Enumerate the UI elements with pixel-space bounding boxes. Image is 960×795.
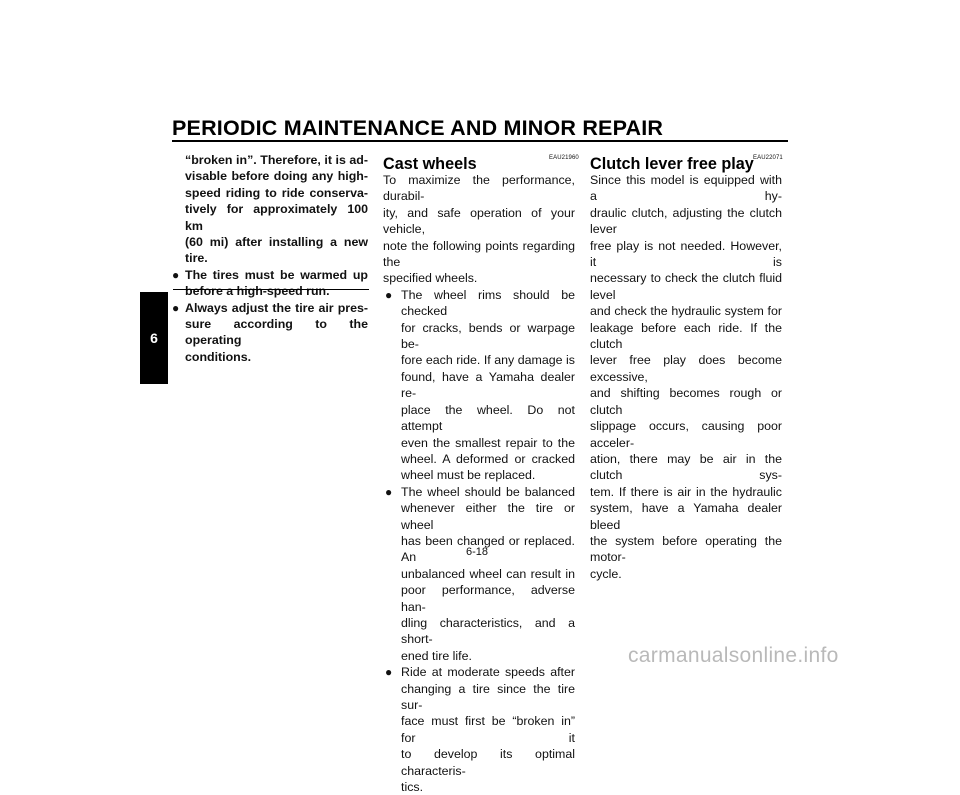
warning-line: tively for approximately 100 km: [185, 202, 368, 233]
list-item: [383, 484, 575, 664]
body-line: unbalanced wheel can result in: [401, 566, 575, 581]
body-line: even the smallest repair to the: [401, 435, 575, 450]
section-title-cast-wheels: Cast wheels: [383, 155, 477, 173]
body-line: system, have a Yamaha dealer bleed: [590, 501, 782, 532]
warning-line: sure according to the operating: [185, 317, 368, 348]
body-line: wheel. A deformed or cracked: [401, 451, 575, 466]
body-line: ation, there may be air in the clutch sys-: [590, 451, 782, 483]
body-line: changing a tire since the tire sur-: [401, 681, 575, 712]
warning-line: before a high-speed run.: [185, 284, 330, 299]
page-number: 6-18: [466, 546, 489, 558]
body-line: The wheel rims should be checked: [401, 287, 575, 319]
cast-wheels-body: [383, 172, 575, 795]
body-line: the system before operating the motor-: [590, 533, 782, 565]
bullet-icon: ●: [172, 267, 180, 282]
body-line: tem. If there is air in the hydraulic: [590, 484, 782, 499]
body-line: found, have a Yamaha dealer re-: [401, 369, 575, 401]
body-line: The wheel should be balanced: [401, 484, 575, 499]
bullet-icon: ●: [172, 300, 180, 315]
list-item: [383, 287, 575, 484]
title-rule: [172, 140, 788, 142]
warning-line: “broken in”. Therefore, it is ad-: [185, 153, 368, 167]
body-line: free play is not needed. However, it is: [590, 238, 782, 270]
body-line: slippage occurs, causing poor acceler-: [590, 419, 782, 450]
clutch-lever-body: [590, 172, 782, 582]
body-line: draulic clutch, adjusting the clutch lever: [590, 205, 782, 237]
bullet-icon: ●: [385, 484, 393, 499]
body-line: To maximize the performance, durabil-: [383, 173, 575, 204]
warning-block: [172, 152, 368, 365]
body-line: and check the hydraulic system for: [590, 304, 782, 319]
warning-line: (60 mi) after installing a new tire.: [185, 235, 368, 266]
body-line: note the following points regarding the: [383, 238, 575, 270]
section-code: EAU21960: [549, 155, 579, 161]
page-title: PERIODIC MAINTENANCE AND MINOR REPAIR: [172, 116, 664, 140]
body-line: Ride at moderate speeds after: [401, 665, 575, 680]
body-line: lever free play does become excessive,: [590, 353, 782, 384]
body-line: cycle.: [590, 566, 622, 581]
body-line: fore each ride. If any damage is: [401, 353, 575, 368]
warning-line: The tires must be warmed up: [185, 267, 368, 282]
warning-bullet: [172, 300, 368, 366]
body-line: ity, and safe operation of your vehicle,: [383, 205, 575, 237]
body-line: necessary to check the clutch fluid level: [590, 271, 782, 302]
body-line: place the wheel. Do not attempt: [401, 402, 575, 434]
warning-line: visable before doing any high-: [185, 169, 368, 184]
bullet-icon: ●: [385, 665, 393, 680]
body-line: poor performance, adverse han-: [401, 583, 575, 614]
bullet-icon: ●: [385, 287, 393, 302]
warning-line: conditions.: [185, 349, 252, 364]
section-title-clutch-lever: Clutch lever free play: [590, 155, 754, 173]
warning-line: Always adjust the tire air pres-: [185, 300, 368, 315]
chapter-tab[interactable]: 6: [140, 292, 168, 384]
body-line: tics.: [401, 780, 424, 795]
body-line: whenever either the tire or wheel: [401, 501, 575, 532]
body-line: for cracks, bends or warpage be-: [401, 320, 575, 352]
section-code: EAU22071: [753, 155, 783, 161]
body-line: to develop its optimal characteris-: [401, 747, 575, 778]
body-line: and shifting becomes rough or clutch: [590, 386, 782, 417]
body-line: leakage before each ride. If the clutch: [590, 320, 782, 352]
watermark-link[interactable]: carmanualsonline.info: [628, 644, 839, 667]
body-line: has been changed or replaced. An: [401, 533, 575, 565]
warning-end-rule: [173, 289, 369, 290]
body-line: specified wheels.: [383, 271, 478, 286]
list-item: [383, 664, 575, 795]
body-line: wheel must be replaced.: [401, 468, 536, 483]
warning-line: speed riding to ride conserva-: [185, 185, 368, 200]
body-line: ened tire life.: [401, 648, 472, 663]
body-line: Since this model is equipped with a hy-: [590, 173, 782, 204]
body-line: face must first be “broken in” for it: [401, 714, 575, 745]
warning-bullet: [172, 267, 368, 300]
body-line: dling characteristics, and a short-: [401, 615, 575, 647]
